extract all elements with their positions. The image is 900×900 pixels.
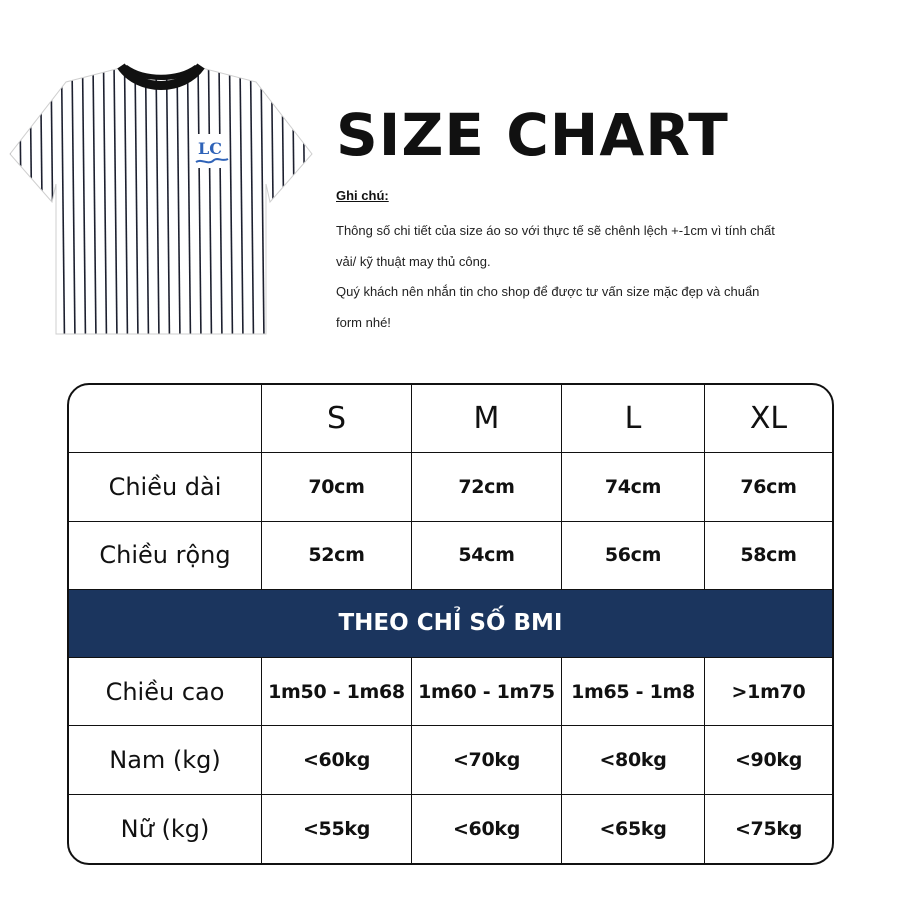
table-cell: <65kg bbox=[562, 795, 705, 863]
shirt-stripe bbox=[41, 62, 44, 342]
table-cell: 74cm bbox=[562, 453, 705, 521]
size-chart-table bbox=[67, 383, 834, 865]
table-cell: <70kg bbox=[412, 726, 562, 794]
table-cell: 76cm bbox=[705, 453, 832, 521]
size-header-m: M bbox=[412, 385, 562, 453]
row-label-length: Chiều dài bbox=[69, 453, 262, 521]
row-label-female-weight: Nữ (kg) bbox=[69, 795, 262, 863]
table-cell: <75kg bbox=[734, 817, 803, 840]
table-cell: <60kg bbox=[262, 726, 412, 794]
shirt-stripe bbox=[9, 62, 12, 342]
row-label-height: Chiều cao bbox=[69, 658, 262, 726]
table-corner-cell bbox=[69, 385, 262, 453]
table-cell: <90kg bbox=[705, 726, 832, 794]
shirt-stripe bbox=[303, 62, 306, 342]
row-label-width: Chiều rộng bbox=[69, 522, 262, 590]
note-line: form nhé! bbox=[336, 315, 391, 330]
table-cell: 72cm bbox=[412, 453, 562, 521]
table-cell: 1m65 - 1m8 bbox=[562, 658, 705, 726]
note-line: Quý khách nên nhắn tin cho shop để được tư vấn size mặc đẹp và chuẩn bbox=[336, 284, 760, 299]
table-cell: 1m60 - 1m75 bbox=[412, 658, 562, 726]
size-header-l: L bbox=[562, 385, 705, 453]
table-cell: 52cm bbox=[262, 522, 412, 590]
product-image bbox=[8, 62, 316, 342]
size-header-s: S bbox=[262, 385, 412, 453]
table-cell: 58cm bbox=[705, 522, 832, 590]
table-cell: <60kg bbox=[412, 795, 562, 863]
size-header-xl: XL bbox=[705, 385, 832, 453]
table-cell: 56cm bbox=[562, 522, 705, 590]
table-cell: <55kg bbox=[262, 795, 412, 863]
shirt-stripe bbox=[293, 62, 296, 342]
note-label: Ghi chú: bbox=[336, 188, 389, 203]
tshirt-illustration bbox=[8, 62, 316, 342]
note-line: vải/ kỹ thuật may thủ công. bbox=[336, 254, 491, 269]
bmi-section-heading: THEO CHỈ SỐ BMI bbox=[69, 590, 832, 658]
row-label-male-weight: Nam (kg) bbox=[69, 726, 262, 794]
shirt-stripe bbox=[30, 62, 33, 342]
table-cell: 1m50 - 1m68 bbox=[262, 658, 412, 726]
table-cell: <80kg bbox=[562, 726, 705, 794]
table-cell: 54cm bbox=[412, 522, 562, 590]
svg-text:LC: LC bbox=[198, 139, 222, 158]
chest-logo bbox=[194, 134, 228, 168]
shirt-stripe bbox=[282, 62, 285, 342]
table-cell: >1m70 bbox=[705, 658, 832, 726]
table-cell: 70cm bbox=[262, 453, 412, 521]
shirt-stripe bbox=[314, 62, 317, 342]
note-line: Thông số chi tiết của size áo so với thực tế sẽ chênh lệch +-1cm vì tính chất bbox=[336, 223, 775, 238]
shirt-stripe bbox=[20, 62, 23, 342]
page-title: SIZE CHART bbox=[336, 101, 729, 169]
